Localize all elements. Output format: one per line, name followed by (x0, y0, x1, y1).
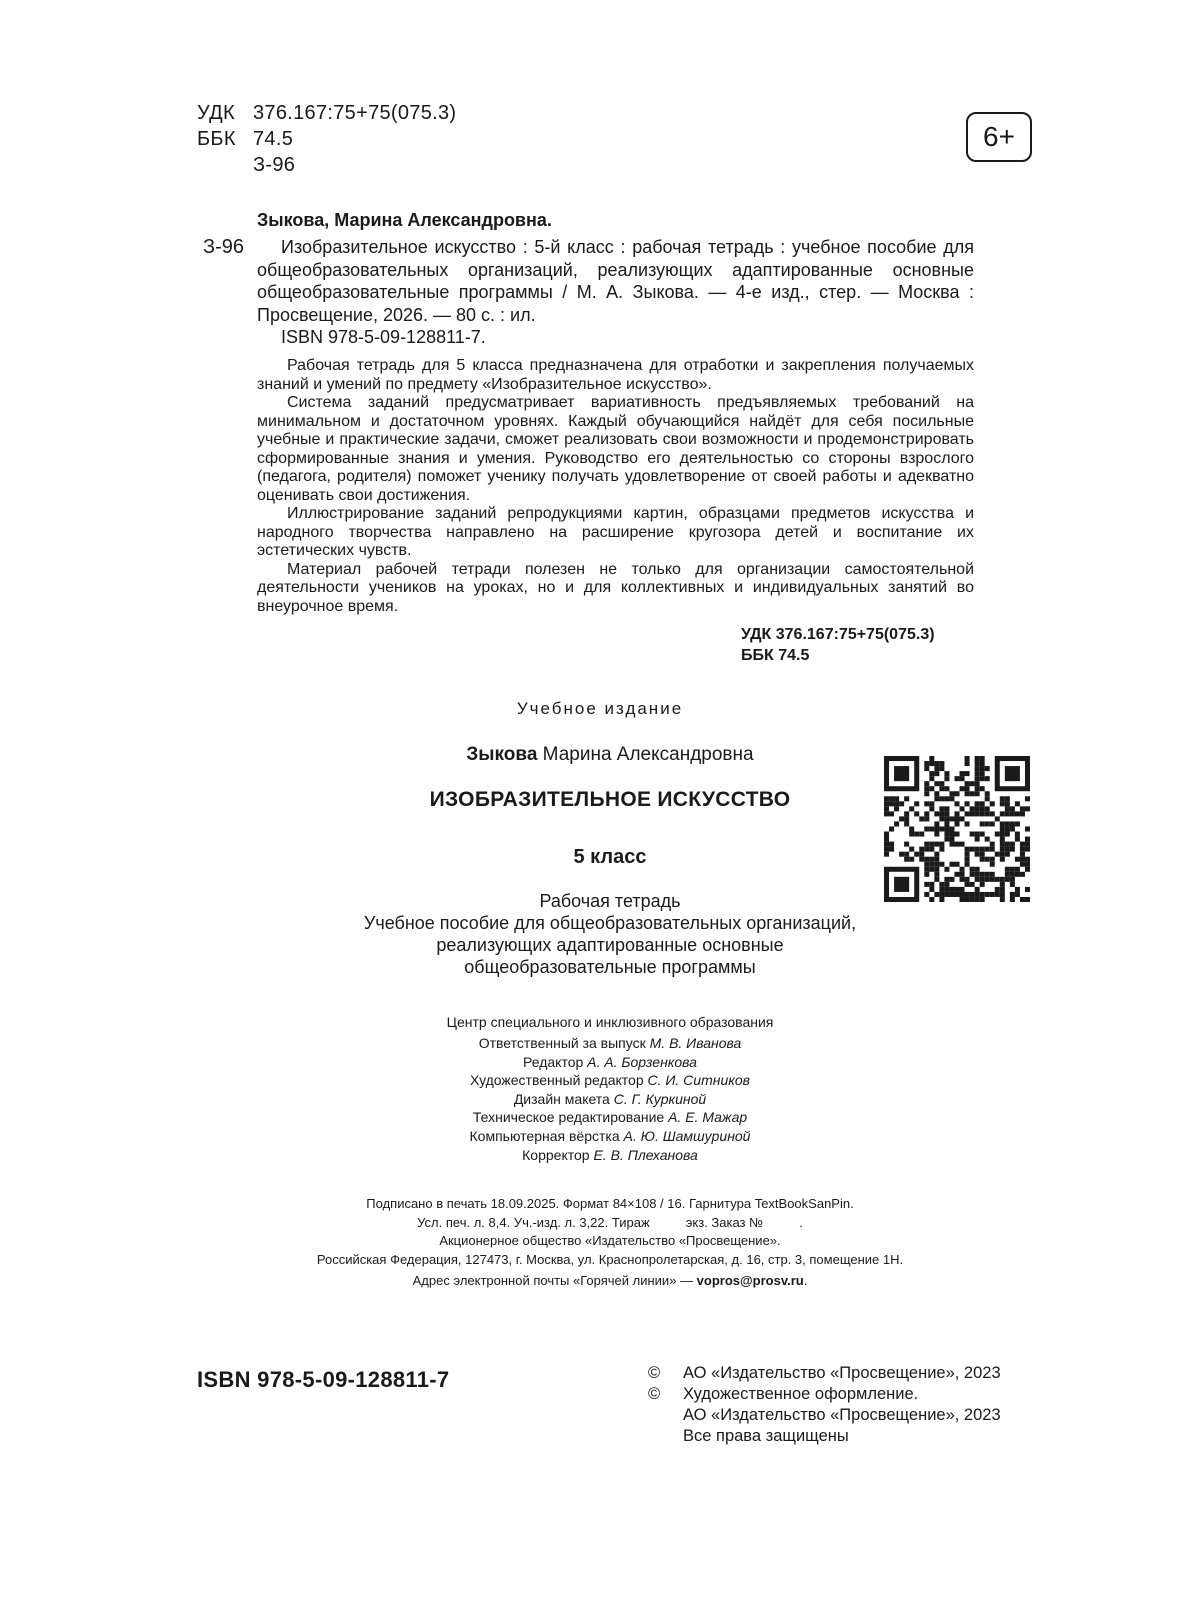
credit-row: Корректор Е. В. Плеханова (522, 1146, 698, 1163)
copyright-icon: © (648, 1385, 661, 1403)
imprint-line: Российская Федерация, 127473, г. Москва, ул. Краснопролетарская, д. 16, стр. 3, помещение 1Н. (316, 1251, 904, 1267)
annotation-paragraph: Система заданий предусматривает вариативность предъявляемых требований на минимальном и достаточном уровнях. Каждый обучающийся найдёт для себя посильные учебные и практические задачи, сможет реализовать свои возможности и продемонстрировать сформированные знания и умения. Руководство его деятельностью со стороны взрослого (педагога, родителя) поможет ученику получать удовлетворение от своей работы и адекватно оценивать свои достижения. (257, 394, 974, 504)
description-line: общеобразовательные программы (464, 957, 756, 977)
annotation (257, 357, 974, 616)
udk-label: УДК (197, 102, 235, 124)
author-name (330, 744, 890, 766)
credit-row: Техническое редактирование А. Е. Мажар (472, 1109, 748, 1126)
copyright-block: © АО «Издательство «Просвещение», 2023 © Художественное оформление. АО «Издательство «Просвещение», 2023 Все права защищены (648, 1364, 1001, 1445)
credit-row: Редактор А. А. Борзенкова (523, 1053, 697, 1070)
annotation-paragraph: Рабочая тетрадь для 5 класса предназначена для отработки и закрепления получаемых знаний и умений по предмету «Изобразительное искусство». (257, 357, 974, 393)
description-line: Учебное пособие для общеобразовательных организаций, (363, 913, 857, 933)
grade: 5 класс (573, 846, 647, 868)
author-surname: Зыкова (466, 744, 538, 765)
imprint-line: Адрес электронной почты «Горячей линии» — vopros@prosv.ru. (412, 1273, 808, 1289)
bbk-value: 74.5 (253, 128, 294, 150)
annotation-udk: УДК 376.167:75+75(075.3) (741, 626, 935, 643)
imprint-line: Усл. печ. л. 8,4. Уч.-изд. л. 3,22. Тираж экз. Заказ № . (417, 1214, 803, 1230)
description-line: реализующих адаптированные основные (436, 935, 784, 955)
classification-codes (197, 100, 456, 178)
annotation-paragraph: Материал рабочей тетради полезен не только для организации самостоятельной деятельности учеников на уроках, но и для коллективных и индивидуальных занятий во внеурочное время. (257, 560, 974, 615)
credit-row: Компьютерная вёрстка А. Ю. Шамшуриной (469, 1127, 751, 1144)
author-given-names: Марина Александровна (542, 744, 754, 765)
description-line: Рабочая тетрадь (539, 891, 681, 911)
credits-list (300, 1034, 920, 1164)
qr-code[interactable] (884, 756, 1030, 902)
department: Центр специального и инклюзивного образования (446, 1014, 774, 1030)
author-sign: З-96 (253, 154, 296, 176)
isbn-footer: ISBN 978-5-09-128811-7 (197, 1367, 450, 1392)
bibliography-isbn: ISBN 978-5-09-128811-7. (281, 327, 486, 347)
credit-row: Ответственный за выпуск М. В. Иванова (478, 1035, 742, 1051)
annotation-bbk: ББК 74.5 (741, 647, 810, 664)
bbk-label: ББК (197, 128, 236, 150)
imprint (200, 1195, 1020, 1291)
bibliography-author: Зыкова, Марина Александровна. (257, 210, 552, 230)
book-title: ИЗОБРАЗИТЕЛЬНОЕ ИСКУССТВО (429, 788, 791, 811)
edition-type: Учебное издание (516, 699, 684, 718)
imprint-line: Подписано в печать 18.09.2025. Формат 84×108 / 16. Гарнитура TextBookSanPin. (366, 1196, 854, 1211)
rights-reserved: Все права защищены (683, 1427, 849, 1445)
annotation-codes (741, 624, 935, 666)
imprint-line: Акционерное общество «Издательство «Просвещение». (439, 1233, 781, 1249)
credit-row: Художественный редактор С. И. Ситников (470, 1072, 750, 1089)
udk-value: 376.167:75+75(075.3) (253, 102, 457, 124)
bibliography-entry (257, 236, 974, 349)
age-rating-badge: 6+ (966, 112, 1032, 162)
book-description (330, 890, 890, 978)
copyright-icon: © (648, 1364, 661, 1382)
hotline-email[interactable]: vopros@prosv.ru (696, 1273, 804, 1289)
credit-row: Дизайн макета С. Г. Куркиной (513, 1090, 707, 1107)
annotation-paragraph: Иллюстрирование заданий репродукциями картин, образцами предметов искусства и народного творчества направлено на расширение кругозора детей и воспитание их эстетических чувств. (257, 505, 974, 559)
bibliography-code: З-96 (203, 236, 244, 258)
bibliography-text: Изобразительное искусство : 5-й класс : рабочая тетрадь : учебное пособие для общеобразовательных организаций, реализующих адаптированные основные общеобразовательные программы / М. А. Зыкова. — 4-е изд., стер. — Москва : Просвещение, 2026. — 80 с. : ил. (257, 237, 974, 325)
